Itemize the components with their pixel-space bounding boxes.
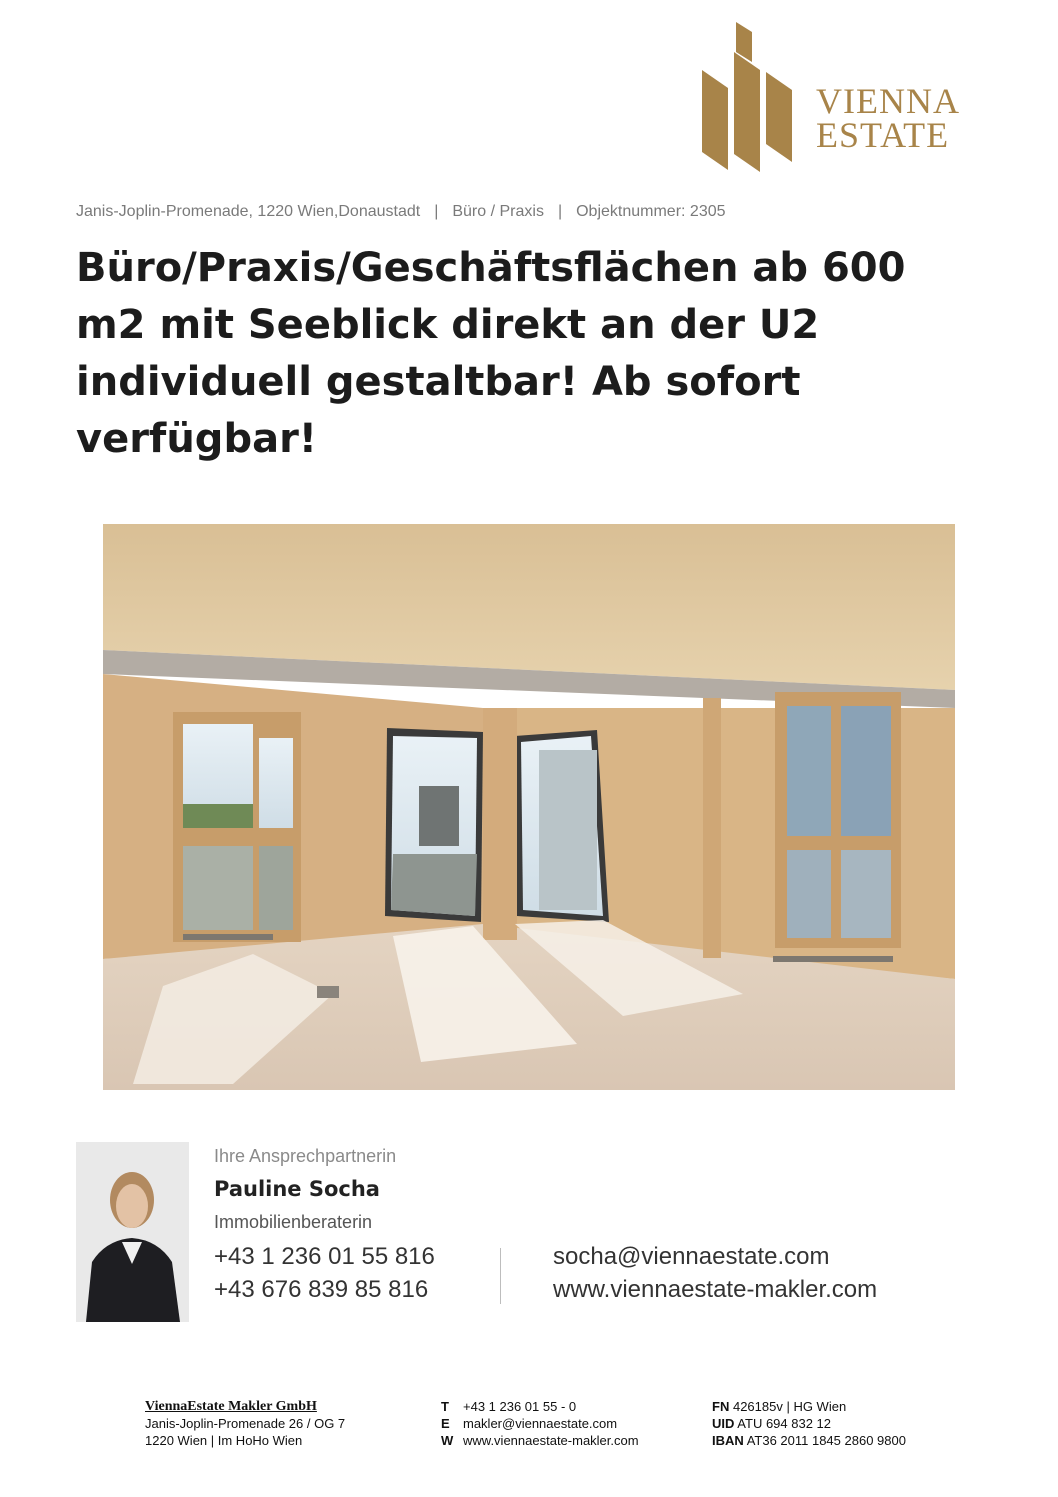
footer-registry <box>712 1398 906 1449</box>
footer-web-label: W <box>441 1433 454 1448</box>
listing-title: Büro/Praxis/Geschäftsflächen ab 600 m2 mit Seeblick direkt an der U2 individuell gestaltbar! Ab sofort verfügbar! <box>76 245 906 462</box>
fn-value: 426185v | HG Wien <box>732 1399 847 1414</box>
fn-label: FN <box>712 1399 730 1414</box>
contact-name: Pauline Socha <box>214 1177 380 1201</box>
phone-mobile-link[interactable]: +43 676 839 85 816 <box>214 1276 429 1303</box>
iban-label: IBAN <box>712 1433 744 1448</box>
footer-company <box>145 1398 345 1449</box>
contact-label: Ihre Ansprechpartnerin <box>214 1146 397 1166</box>
email-link[interactable]: socha@viennaestate.com <box>553 1243 830 1270</box>
company-address-line2: 1220 Wien | Im HoHo Wien <box>145 1433 303 1448</box>
vienna-estate-logo <box>702 22 982 174</box>
meta-separator: | <box>434 203 439 220</box>
listing-meta <box>76 203 726 221</box>
property-photo <box>103 524 955 1090</box>
contact-role: Immobilienberaterin <box>214 1212 373 1232</box>
listing-address: Janis-Joplin-Promenade, 1220 Wien,Donaustadt <box>76 203 421 220</box>
company-address-line1: Janis-Joplin-Promenade 26 / OG 7 <box>145 1416 346 1431</box>
footer-web-link[interactable]: www.viennaestate-makler.com <box>463 1433 639 1448</box>
contact-portrait <box>76 1142 189 1322</box>
uid-value: ATU 694 832 12 <box>737 1416 832 1431</box>
footer-contact <box>441 1398 639 1449</box>
uid-label: UID <box>712 1416 735 1431</box>
footer-email-label: E <box>441 1416 450 1431</box>
footer-phone-link[interactable]: +43 1 236 01 55 - 0 <box>463 1399 577 1414</box>
building-logo-icon <box>702 22 812 174</box>
person-photo-icon <box>76 1142 189 1322</box>
meta-separator: | <box>557 203 563 220</box>
listing-category: Büro / Praxis <box>452 203 544 220</box>
website-link[interactable]: www.viennaestate-makler.com <box>553 1276 878 1303</box>
company-name: ViennaEstate Makler GmbH <box>145 1399 317 1414</box>
brand-name-line2: ESTATE <box>816 115 950 155</box>
contact-divider <box>500 1248 501 1304</box>
phone-office-link[interactable]: +43 1 236 01 55 816 <box>214 1243 435 1270</box>
footer-email-link[interactable]: makler@viennaestate.com <box>463 1416 618 1431</box>
footer-phone-label: T <box>441 1399 449 1414</box>
brand-name-line1: VIENNA <box>816 81 960 121</box>
object-number: Objektnummer: 2305 <box>576 203 726 220</box>
iban-value: AT36 2011 1845 2860 9800 <box>746 1433 906 1448</box>
